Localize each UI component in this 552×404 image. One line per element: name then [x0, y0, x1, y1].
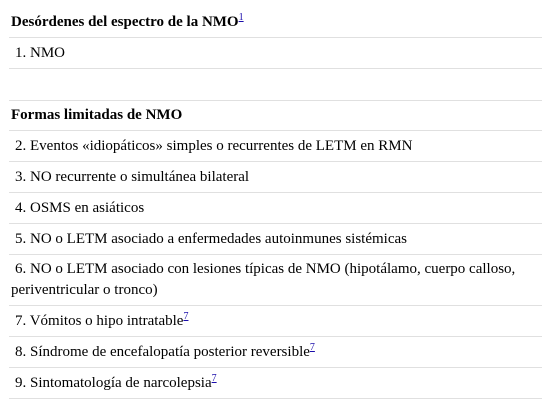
item-text: 4. OSMS en asiáticos: [15, 199, 145, 216]
item-text: 8. Síndrome de encefalopatía posterior reversible: [15, 343, 310, 360]
table-cell: [9, 224, 542, 255]
spectrum-table-container: [9, 8, 542, 399]
table-row: [9, 368, 542, 399]
section-header-limited: [9, 101, 542, 131]
nmo-spectrum-table: [9, 8, 542, 399]
table-row: [9, 8, 542, 38]
table-cell: [9, 131, 542, 162]
table-row: [9, 162, 542, 193]
table-cell: [9, 337, 542, 368]
table-cell: [9, 255, 542, 306]
table-cell: [9, 162, 542, 193]
item-text: 9. Sintomatología de narcolepsia: [15, 374, 212, 391]
table-row: [9, 337, 542, 368]
section-header-text: Desórdenes del espectro de la NMO: [11, 14, 239, 30]
table-row: [9, 38, 542, 69]
table-row: [9, 255, 542, 306]
table-row: [9, 131, 542, 162]
reference-link-7[interactable]: 7: [211, 372, 217, 384]
table-row: [9, 224, 542, 255]
item-text: 7. Vómitos o hipo intratable: [15, 312, 184, 329]
table-row: [9, 101, 542, 131]
table-cell: [9, 38, 542, 69]
table-row-empty: [9, 69, 542, 101]
item-text: 2. Eventos «idiopáticos» simples o recurrentes de LETM en RMN: [15, 137, 413, 154]
table-cell: [9, 193, 542, 224]
reference-link-1[interactable]: 1: [238, 12, 244, 23]
item-text: 5. NO o LETM asociado a enfermedades autoinmunes sistémicas: [15, 230, 407, 247]
empty-cell: [9, 69, 542, 101]
reference-link-7[interactable]: 7: [183, 310, 189, 322]
section-header-text: Formas limitadas de NMO: [11, 107, 183, 123]
item-text: 3. NO recurrente o simultánea bilateral: [15, 168, 250, 185]
table-row: [9, 306, 542, 337]
table-cell: [9, 306, 542, 337]
item-text: 1. NMO: [15, 44, 66, 61]
table-cell: [9, 368, 542, 399]
item-text-multiline: 6. NO o LETM asociado con lesiones típicas de NMO (hipotálamo, cuerpo calloso, periventricular o tronco): [11, 261, 516, 298]
reference-link-7[interactable]: 7: [309, 341, 315, 353]
table-row: [9, 193, 542, 224]
section-header-spectrum: [9, 8, 542, 38]
